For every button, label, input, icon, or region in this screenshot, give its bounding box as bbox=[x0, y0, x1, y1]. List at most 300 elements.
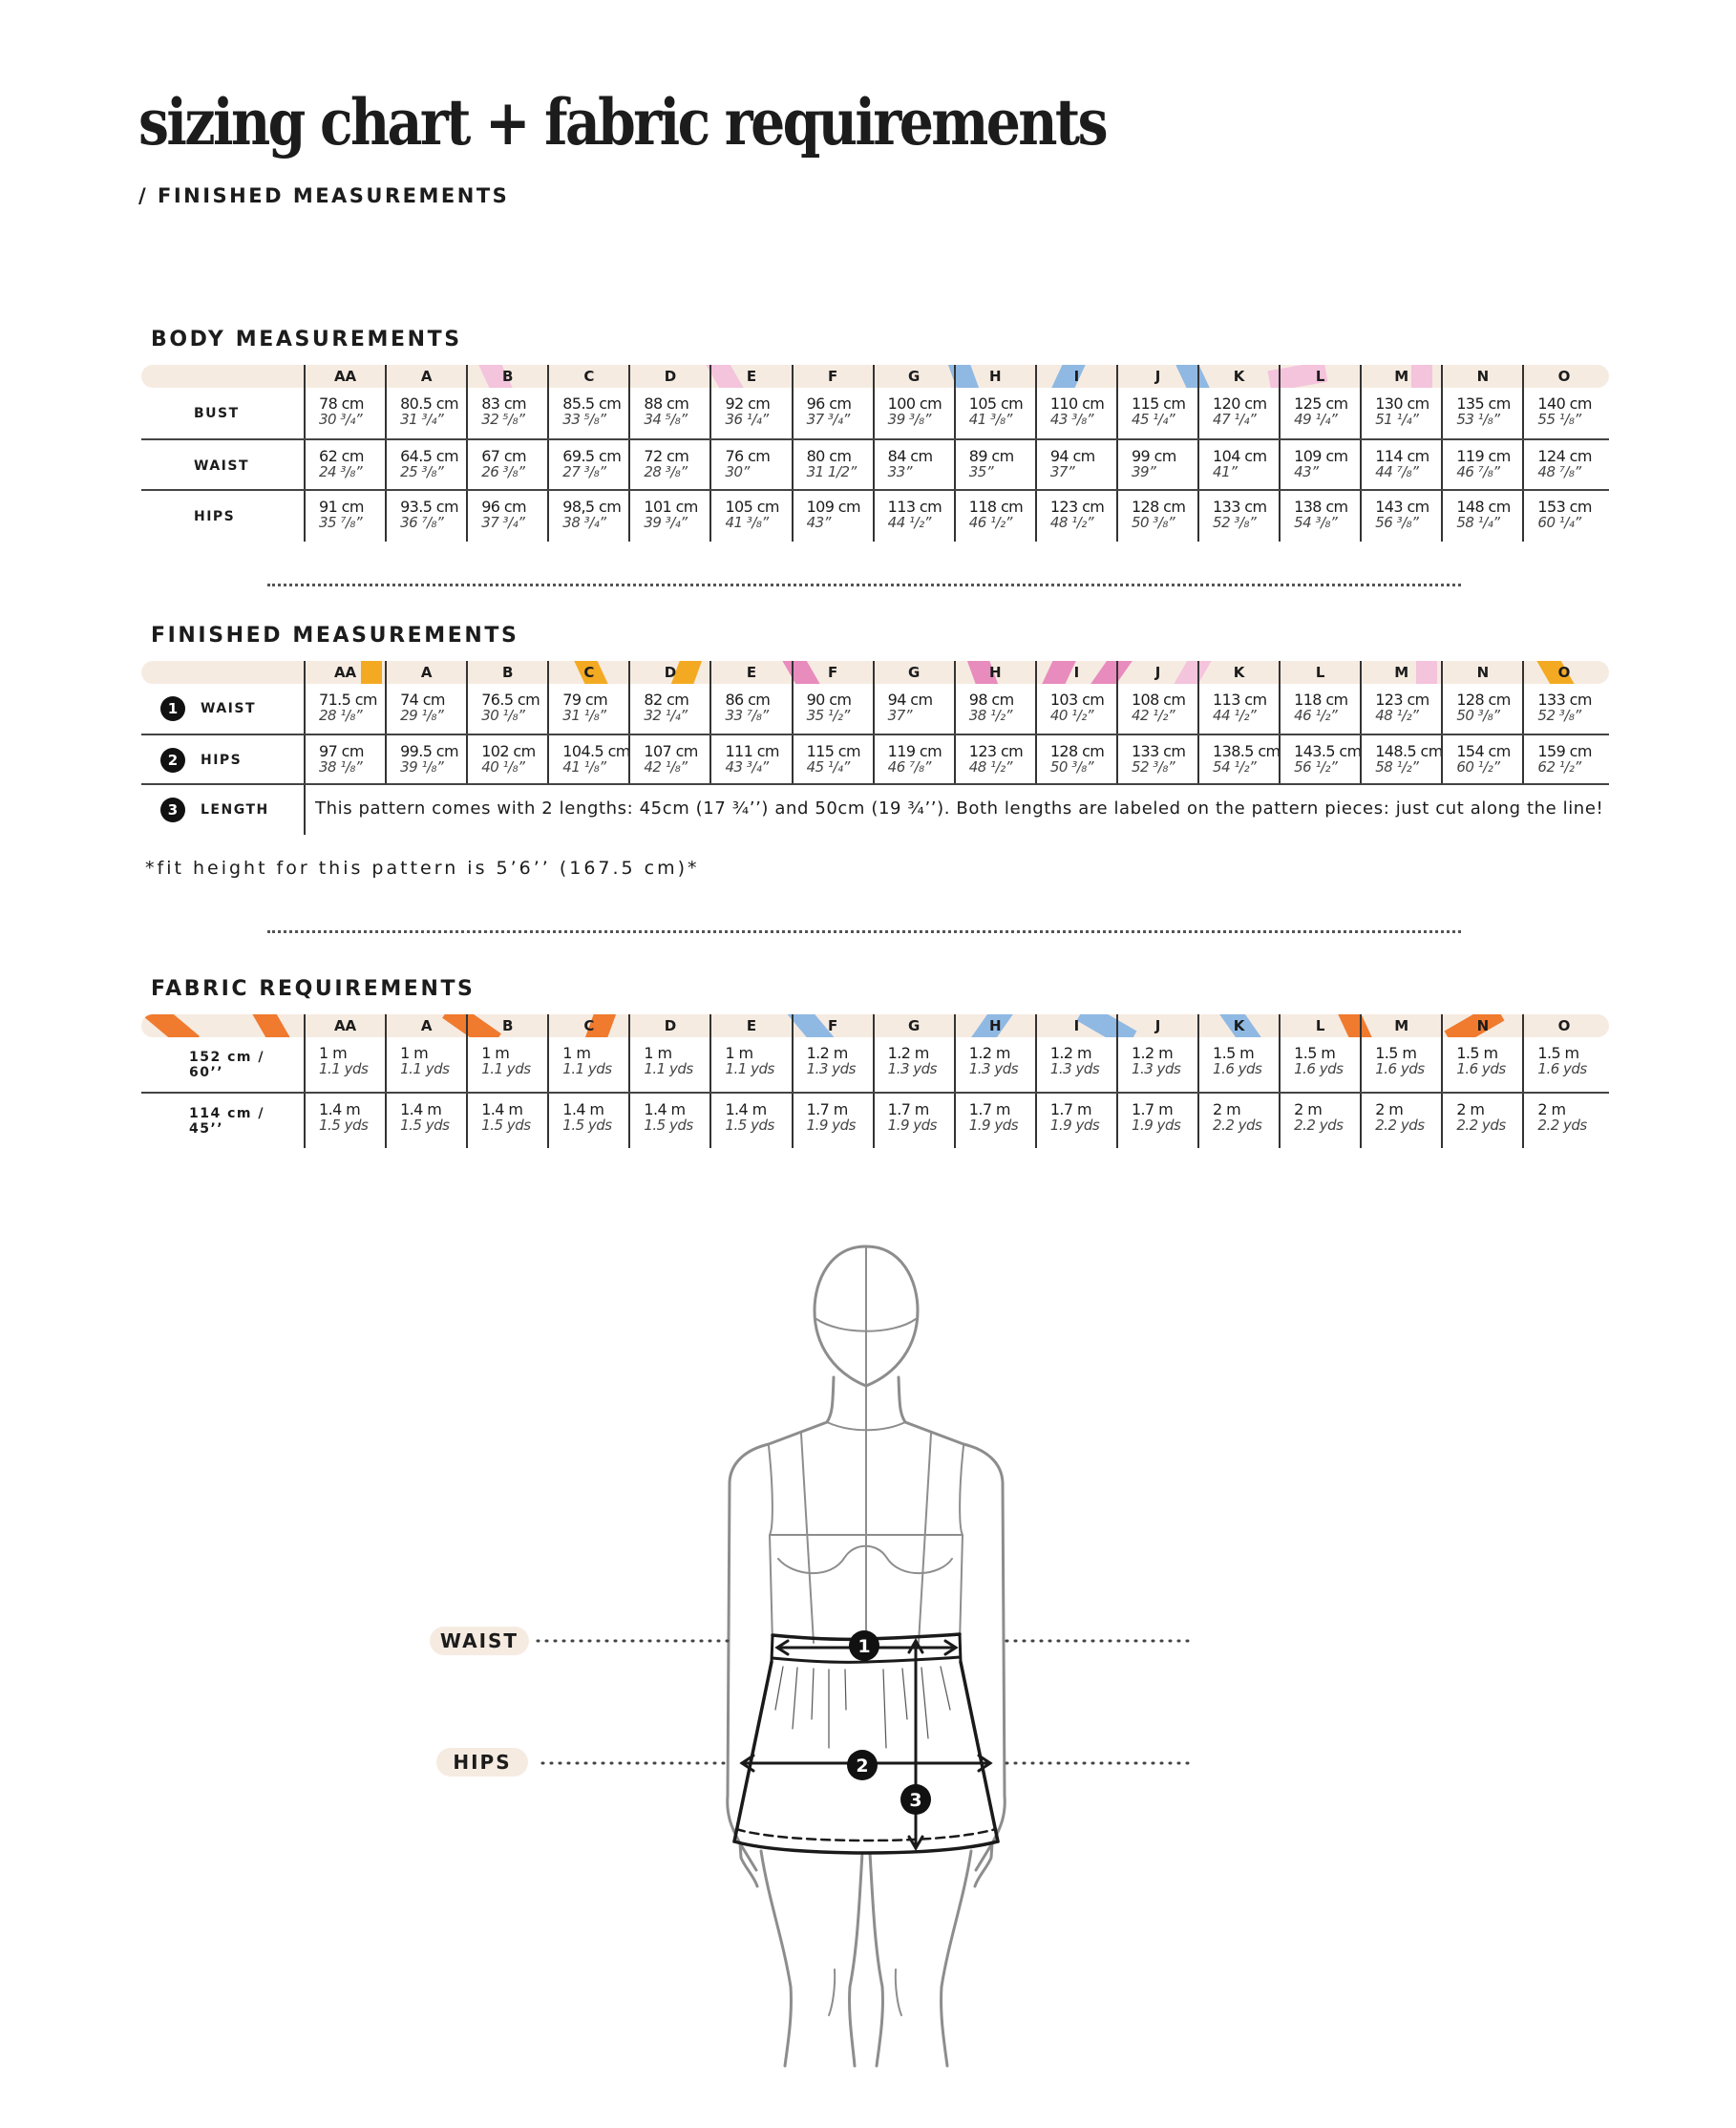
imperial-value: 37 ³/₄” bbox=[806, 411, 850, 428]
metric-value: 1.7 m bbox=[1131, 1100, 1174, 1118]
imperial-value: 46 ⁷/₈” bbox=[887, 758, 931, 776]
size-header-b: B bbox=[466, 1014, 547, 1037]
metric-value: 125 cm bbox=[1294, 394, 1348, 413]
size-header-c: C bbox=[547, 661, 628, 684]
metric-value: 1 m bbox=[562, 1044, 591, 1062]
imperial-value: 30 ¹/₈” bbox=[481, 707, 525, 724]
imperial-value: 38 ³/₄” bbox=[562, 514, 606, 531]
number-badge: 1 bbox=[160, 696, 185, 721]
metric-value: 94 cm bbox=[887, 691, 933, 709]
imperial-value: 1.1 yds bbox=[481, 1060, 531, 1077]
imperial-value: 1.9 yds bbox=[968, 1117, 1019, 1134]
imperial-value: 41” bbox=[1213, 463, 1238, 480]
metric-value: 1.2 m bbox=[1049, 1044, 1091, 1062]
size-header-e: E bbox=[709, 365, 791, 388]
metric-value: 1.5 m bbox=[1213, 1044, 1255, 1062]
imperial-value: 54 ³/₈” bbox=[1294, 514, 1338, 531]
imperial-value: 39 ³/₄” bbox=[644, 514, 688, 531]
size-header-a: A bbox=[385, 1014, 466, 1037]
metric-value: 92 cm bbox=[725, 394, 771, 413]
size-header-row bbox=[304, 1014, 1604, 1037]
metric-value: 133 cm bbox=[1213, 498, 1267, 516]
imperial-value: 58 ¹/₂” bbox=[1375, 758, 1419, 776]
metric-value: 138 cm bbox=[1294, 498, 1348, 516]
metric-value: 102 cm bbox=[481, 742, 536, 760]
metric-value: 1.5 m bbox=[1537, 1044, 1579, 1062]
metric-value: 1 m bbox=[319, 1044, 348, 1062]
metric-value: 71.5 cm bbox=[319, 691, 377, 709]
metric-value: 1.7 m bbox=[806, 1100, 848, 1118]
row-label-text: WAIST bbox=[201, 701, 256, 716]
skirt-drawing bbox=[734, 1634, 998, 1853]
imperial-value: 2.2 yds bbox=[1456, 1117, 1506, 1134]
size-header-h: H bbox=[954, 1014, 1035, 1037]
imperial-value: 33 ⁷/₈” bbox=[725, 707, 769, 724]
row-label-text: HIPS bbox=[201, 753, 243, 768]
size-header-k: K bbox=[1197, 365, 1279, 388]
imperial-value: 56 ³/₈” bbox=[1375, 514, 1419, 531]
metric-value: 119 cm bbox=[1456, 447, 1511, 465]
metric-value: 109 cm bbox=[1294, 447, 1348, 465]
imperial-value: 1.3 yds bbox=[887, 1060, 937, 1077]
imperial-value: 28 ³/₈” bbox=[644, 463, 688, 480]
size-header-o: O bbox=[1522, 365, 1603, 388]
metric-value: 1.4 m bbox=[319, 1100, 361, 1118]
metric-value: 90 cm bbox=[806, 691, 852, 709]
metric-value: 84 cm bbox=[887, 447, 933, 465]
imperial-value: 30” bbox=[725, 463, 750, 480]
size-header-n: N bbox=[1441, 365, 1522, 388]
imperial-value: 1.5 yds bbox=[644, 1117, 693, 1134]
metric-value: 78 cm bbox=[319, 394, 364, 413]
metric-value: 94 cm bbox=[1049, 447, 1095, 465]
metric-value: 80 cm bbox=[806, 447, 852, 465]
metric-value: 105 cm bbox=[968, 394, 1024, 413]
imperial-value: 30 ³/₄” bbox=[319, 411, 363, 428]
metric-value: 1 m bbox=[725, 1044, 753, 1062]
imperial-value: 1.9 yds bbox=[1049, 1117, 1100, 1134]
metric-value: 154 cm bbox=[1456, 742, 1511, 760]
imperial-value: 43 ³/₈” bbox=[1049, 411, 1094, 428]
imperial-value: 1.1 yds bbox=[562, 1060, 612, 1077]
metric-value: 109 cm bbox=[806, 498, 860, 516]
imperial-value: 51 ¹/₄” bbox=[1375, 411, 1419, 428]
imperial-value: 41 ³/₈” bbox=[725, 514, 769, 531]
imperial-value: 55 ¹/₈” bbox=[1537, 411, 1581, 428]
marker-2 bbox=[847, 1750, 878, 1780]
size-header-l: L bbox=[1279, 661, 1360, 684]
size-header-d: D bbox=[628, 1014, 709, 1037]
metric-value: 148.5 cm bbox=[1375, 742, 1443, 760]
imperial-value: 35” bbox=[968, 463, 994, 480]
size-header-g: G bbox=[873, 661, 954, 684]
metric-value: 97 cm bbox=[319, 742, 364, 760]
size-header-c: C bbox=[547, 1014, 628, 1037]
finished-measurements-heading: FINISHED MEASUREMENTS bbox=[151, 624, 519, 648]
metric-value: 72 cm bbox=[644, 447, 689, 465]
size-header-j: J bbox=[1116, 365, 1197, 388]
metric-value: 93.5 cm bbox=[400, 498, 458, 516]
metric-value: 138.5 cm bbox=[1213, 742, 1281, 760]
metric-value: 104 cm bbox=[1213, 447, 1267, 465]
imperial-value: 1.5 yds bbox=[400, 1117, 450, 1134]
imperial-value: 1.6 yds bbox=[1375, 1060, 1425, 1077]
metric-value: 120 cm bbox=[1213, 394, 1267, 413]
metric-value: 124 cm bbox=[1537, 447, 1592, 465]
size-header-b: B bbox=[466, 365, 547, 388]
metric-value: 140 cm bbox=[1537, 394, 1592, 413]
size-header-k: K bbox=[1197, 661, 1279, 684]
metric-value: 2 m bbox=[1537, 1100, 1566, 1118]
size-header-row bbox=[304, 365, 1604, 388]
page-title: sizing chart + fabric requirements bbox=[138, 85, 1106, 160]
imperial-value: 48 ⁷/₈” bbox=[1537, 463, 1581, 480]
imperial-value: 36 ¹/₄” bbox=[725, 411, 769, 428]
imperial-value: 45 ¹/₄” bbox=[806, 758, 850, 776]
metric-value: 2 m bbox=[1213, 1100, 1241, 1118]
imperial-value: 1.9 yds bbox=[1131, 1117, 1181, 1134]
imperial-value: 44 ⁷/₈” bbox=[1375, 463, 1419, 480]
imperial-value: 39” bbox=[1131, 463, 1156, 480]
imperial-value: 47 ¹/₄” bbox=[1213, 411, 1257, 428]
metric-value: 83 cm bbox=[481, 394, 527, 413]
row-label-text: HIPS bbox=[194, 508, 236, 524]
imperial-value: 1.1 yds bbox=[319, 1060, 369, 1077]
imperial-value: 41 ³/₈” bbox=[968, 411, 1012, 428]
imperial-value: 48 ¹/₂” bbox=[1375, 707, 1419, 724]
imperial-value: 62 ¹/₂” bbox=[1537, 758, 1581, 776]
size-header-o: O bbox=[1522, 661, 1603, 684]
imperial-value: 1.3 yds bbox=[1049, 1060, 1100, 1077]
imperial-value: 54 ¹/₂” bbox=[1213, 758, 1257, 776]
imperial-value: 37 ³/₄” bbox=[481, 514, 525, 531]
number-badge: 3 bbox=[160, 798, 185, 822]
size-header-c: C bbox=[547, 365, 628, 388]
imperial-value: 1.5 yds bbox=[562, 1117, 612, 1134]
metric-value: 101 cm bbox=[644, 498, 698, 516]
metric-value: 99.5 cm bbox=[400, 742, 458, 760]
metric-value: 133 cm bbox=[1537, 691, 1592, 709]
metric-value: 118 cm bbox=[1294, 691, 1348, 709]
fit-height-note: *fit height for this pattern is 5’6’’ (167.5 cm)* bbox=[145, 858, 700, 879]
imperial-value: 37” bbox=[1049, 463, 1075, 480]
metric-value: 123 cm bbox=[968, 742, 1024, 760]
imperial-value: 56 ¹/₂” bbox=[1294, 758, 1338, 776]
row-label-text: BUST bbox=[194, 405, 240, 421]
metric-value: 74 cm bbox=[400, 691, 445, 709]
metric-value: 91 cm bbox=[319, 498, 364, 516]
imperial-value: 33” bbox=[887, 463, 913, 480]
marker-1 bbox=[849, 1630, 879, 1661]
size-header-n: N bbox=[1441, 1014, 1522, 1037]
metric-value: 1.4 m bbox=[725, 1100, 767, 1118]
imperial-value: 1.1 yds bbox=[725, 1060, 774, 1077]
imperial-value: 50 ³/₈” bbox=[1131, 514, 1175, 531]
imperial-value: 2.2 yds bbox=[1375, 1117, 1425, 1134]
imperial-value: 1.3 yds bbox=[1131, 1060, 1181, 1077]
metric-value: 143 cm bbox=[1375, 498, 1429, 516]
imperial-value: 42 ¹/₈” bbox=[644, 758, 688, 776]
metric-value: 82 cm bbox=[644, 691, 689, 709]
imperial-value: 34 ⁵/₈” bbox=[644, 411, 688, 428]
size-header-n: N bbox=[1441, 661, 1522, 684]
imperial-value: 53 ¹/₈” bbox=[1456, 411, 1500, 428]
imperial-value: 35 ¹/₂” bbox=[806, 707, 850, 724]
metric-value: 128 cm bbox=[1131, 498, 1186, 516]
imperial-value: 44 ¹/₂” bbox=[887, 514, 931, 531]
metric-value: 1 m bbox=[481, 1044, 510, 1062]
metric-value: 1.4 m bbox=[400, 1100, 442, 1118]
metric-value: 98 cm bbox=[968, 691, 1014, 709]
metric-value: 2 m bbox=[1456, 1100, 1485, 1118]
imperial-value: 1.6 yds bbox=[1537, 1060, 1587, 1077]
imperial-value: 52 ³/₈” bbox=[1131, 758, 1175, 776]
imperial-value: 58 ¹/₄” bbox=[1456, 514, 1500, 531]
metric-value: 153 cm bbox=[1537, 498, 1592, 516]
imperial-value: 36 ⁷/₈” bbox=[400, 514, 444, 531]
imperial-value: 46 ⁷/₈” bbox=[1456, 463, 1500, 480]
size-header-k: K bbox=[1197, 1014, 1279, 1037]
metric-value: 119 cm bbox=[887, 742, 942, 760]
metric-value: 105 cm bbox=[725, 498, 779, 516]
metric-value: 108 cm bbox=[1131, 691, 1186, 709]
imperial-value: 52 ³/₈” bbox=[1213, 514, 1257, 531]
size-header-m: M bbox=[1360, 1014, 1441, 1037]
imperial-value: 35 ⁷/₈” bbox=[319, 514, 363, 531]
metric-value: 2 m bbox=[1375, 1100, 1404, 1118]
size-header-f: F bbox=[792, 1014, 873, 1037]
imperial-value: 1.5 yds bbox=[725, 1117, 774, 1134]
body-measurements-heading: BODY MEASUREMENTS bbox=[151, 328, 462, 351]
size-header-e: E bbox=[709, 1014, 791, 1037]
row-label-text: 114 cm / 45’’ bbox=[189, 1105, 265, 1137]
metric-value: 115 cm bbox=[806, 742, 860, 760]
imperial-value: 45 ¹/₄” bbox=[1131, 411, 1175, 428]
imperial-value: 43” bbox=[1294, 463, 1319, 480]
metric-value: 143.5 cm bbox=[1294, 742, 1362, 760]
imperial-value: 2.2 yds bbox=[1213, 1117, 1262, 1134]
marker-2-label: 2 bbox=[856, 1756, 869, 1777]
metric-value: 1.5 m bbox=[1375, 1044, 1417, 1062]
imperial-value: 28 ¹/₈” bbox=[319, 707, 363, 724]
metric-value: 130 cm bbox=[1375, 394, 1429, 413]
fabric-requirements-heading: FABRIC REQUIREMENTS bbox=[151, 977, 476, 1001]
imperial-value: 2.2 yds bbox=[1294, 1117, 1344, 1134]
imperial-value: 1.3 yds bbox=[968, 1060, 1019, 1077]
marker-3-label: 3 bbox=[909, 1790, 922, 1811]
metric-value: 88 cm bbox=[644, 394, 689, 413]
size-header-l: L bbox=[1279, 365, 1360, 388]
imperial-value: 40 ¹/₂” bbox=[1049, 707, 1094, 724]
metric-value: 111 cm bbox=[725, 742, 779, 760]
imperial-value: 31 ¹/₈” bbox=[562, 707, 606, 724]
metric-value: 1.4 m bbox=[481, 1100, 523, 1118]
metric-value: 128 cm bbox=[1049, 742, 1105, 760]
metric-value: 85.5 cm bbox=[562, 394, 622, 413]
metric-value: 96 cm bbox=[481, 498, 527, 516]
metric-value: 2 m bbox=[1294, 1100, 1323, 1118]
metric-value: 123 cm bbox=[1049, 498, 1105, 516]
imperial-value: 42 ¹/₂” bbox=[1131, 707, 1175, 724]
metric-value: 123 cm bbox=[1375, 691, 1429, 709]
metric-value: 86 cm bbox=[725, 691, 771, 709]
imperial-value: 31 1/2” bbox=[806, 463, 857, 480]
metric-value: 1 m bbox=[644, 1044, 672, 1062]
metric-value: 118 cm bbox=[968, 498, 1024, 516]
imperial-value: 41 ¹/₈” bbox=[562, 758, 606, 776]
imperial-value: 26 ³/₈” bbox=[481, 463, 525, 480]
imperial-value: 50 ³/₈” bbox=[1456, 707, 1500, 724]
marker-3 bbox=[900, 1784, 931, 1815]
imperial-value: 60 ¹/₂” bbox=[1456, 758, 1500, 776]
metric-value: 1.2 m bbox=[968, 1044, 1010, 1062]
size-header-j: J bbox=[1116, 1014, 1197, 1037]
size-header-aa: AA bbox=[304, 661, 385, 684]
metric-value: 104.5 cm bbox=[562, 742, 630, 760]
metric-value: 100 cm bbox=[887, 394, 942, 413]
hips-label: HIPS bbox=[436, 1748, 528, 1777]
imperial-value: 46 ¹/₂” bbox=[968, 514, 1012, 531]
metric-value: 1 m bbox=[400, 1044, 429, 1062]
metric-value: 135 cm bbox=[1456, 394, 1511, 413]
size-header-aa: AA bbox=[304, 1014, 385, 1037]
metric-value: 1.7 m bbox=[1049, 1100, 1091, 1118]
metric-value: 159 cm bbox=[1537, 742, 1592, 760]
imperial-value: 46 ¹/₂” bbox=[1294, 707, 1338, 724]
size-header-h: H bbox=[954, 661, 1035, 684]
imperial-value: 43 ³/₄” bbox=[725, 758, 769, 776]
imperial-value: 1.5 yds bbox=[319, 1117, 369, 1134]
row-label-text: LENGTH bbox=[201, 802, 269, 818]
page-subtitle: / FINISHED MEASUREMENTS bbox=[138, 184, 510, 207]
metric-value: 103 cm bbox=[1049, 691, 1105, 709]
size-header-e: E bbox=[709, 661, 791, 684]
metric-value: 1.5 m bbox=[1294, 1044, 1336, 1062]
imperial-value: 38 ¹/₂” bbox=[968, 707, 1012, 724]
imperial-value: 2.2 yds bbox=[1537, 1117, 1587, 1134]
size-header-b: B bbox=[466, 661, 547, 684]
metric-value: 96 cm bbox=[806, 394, 852, 413]
metric-value: 79 cm bbox=[562, 691, 608, 709]
metric-value: 1.7 m bbox=[968, 1100, 1010, 1118]
imperial-value: 1.5 yds bbox=[481, 1117, 531, 1134]
imperial-value: 48 ¹/₂” bbox=[1049, 514, 1094, 531]
imperial-value: 60 ¹/₄” bbox=[1537, 514, 1581, 531]
row-label-text: 152 cm / 60’’ bbox=[189, 1049, 265, 1080]
imperial-value: 44 ¹/₂” bbox=[1213, 707, 1257, 724]
size-header-i: I bbox=[1035, 661, 1116, 684]
measurement-arrows bbox=[742, 1641, 990, 1848]
imperial-value: 32 ⁵/₈” bbox=[481, 411, 525, 428]
imperial-value: 39 ³/₈” bbox=[887, 411, 931, 428]
metric-value: 99 cm bbox=[1131, 447, 1176, 465]
metric-value: 76 cm bbox=[725, 447, 771, 465]
metric-value: 113 cm bbox=[887, 498, 942, 516]
imperial-value: 25 ³/₈” bbox=[400, 463, 444, 480]
metric-value: 98,5 cm bbox=[562, 498, 622, 516]
imperial-value: 29 ¹/₈” bbox=[400, 707, 444, 724]
imperial-value: 50 ³/₈” bbox=[1049, 758, 1094, 776]
imperial-value: 1.9 yds bbox=[806, 1117, 856, 1134]
metric-value: 1.4 m bbox=[562, 1100, 604, 1118]
metric-value: 69.5 cm bbox=[562, 447, 622, 465]
size-header-j: J bbox=[1116, 661, 1197, 684]
size-header-f: F bbox=[792, 661, 873, 684]
imperial-value: 1.3 yds bbox=[806, 1060, 856, 1077]
size-header-d: D bbox=[628, 365, 709, 388]
waist-label: WAIST bbox=[430, 1627, 529, 1655]
metric-value: 128 cm bbox=[1456, 691, 1511, 709]
imperial-value: 31 ³/₄” bbox=[400, 411, 444, 428]
size-header-a: A bbox=[385, 365, 466, 388]
imperial-value: 49 ¹/₄” bbox=[1294, 411, 1338, 428]
imperial-value: 52 ³/₈” bbox=[1537, 707, 1581, 724]
number-badge: 2 bbox=[160, 748, 185, 773]
metric-value: 148 cm bbox=[1456, 498, 1511, 516]
size-header-i: I bbox=[1035, 365, 1116, 388]
size-header-f: F bbox=[792, 365, 873, 388]
metric-value: 1.2 m bbox=[887, 1044, 929, 1062]
metric-value: 62 cm bbox=[319, 447, 364, 465]
metric-value: 1.7 m bbox=[887, 1100, 929, 1118]
metric-value: 115 cm bbox=[1131, 394, 1186, 413]
metric-value: 114 cm bbox=[1375, 447, 1429, 465]
row-label-text: WAIST bbox=[194, 458, 249, 474]
length-note: This pattern comes with 2 lengths: 45cm (17 ¾’’) and 50cm (19 ¾’’). Both lengths are labeled on the pattern pieces: just cut along the line! bbox=[304, 785, 1609, 835]
imperial-value: 37” bbox=[887, 707, 913, 724]
marker-1-label: 1 bbox=[857, 1636, 871, 1657]
imperial-value: 1.1 yds bbox=[400, 1060, 450, 1077]
size-header-o: O bbox=[1522, 1014, 1603, 1037]
imperial-value: 39 ¹/₈” bbox=[400, 758, 444, 776]
size-header-row bbox=[304, 661, 1604, 684]
imperial-value: 1.6 yds bbox=[1456, 1060, 1506, 1077]
size-header-aa: AA bbox=[304, 365, 385, 388]
metric-value: 1.5 m bbox=[1456, 1044, 1498, 1062]
metric-value: 76.5 cm bbox=[481, 691, 540, 709]
metric-value: 110 cm bbox=[1049, 394, 1105, 413]
imperial-value: 43” bbox=[806, 514, 831, 531]
imperial-value: 1.6 yds bbox=[1294, 1060, 1344, 1077]
size-header-g: G bbox=[873, 1014, 954, 1037]
imperial-value: 24 ³/₈” bbox=[319, 463, 363, 480]
metric-value: 80.5 cm bbox=[400, 394, 458, 413]
metric-value: 113 cm bbox=[1213, 691, 1267, 709]
imperial-value: 32 ¹/₄” bbox=[644, 707, 688, 724]
imperial-value: 1.1 yds bbox=[644, 1060, 693, 1077]
metric-value: 67 cm bbox=[481, 447, 527, 465]
imperial-value: 38 ¹/₈” bbox=[319, 758, 363, 776]
size-header-i: I bbox=[1035, 1014, 1116, 1037]
metric-value: 1.2 m bbox=[1131, 1044, 1174, 1062]
metric-value: 64.5 cm bbox=[400, 447, 458, 465]
imperial-value: 33 ⁵/₈” bbox=[562, 411, 606, 428]
metric-value: 133 cm bbox=[1131, 742, 1186, 760]
metric-value: 1.2 m bbox=[806, 1044, 848, 1062]
imperial-value: 40 ¹/₈” bbox=[481, 758, 525, 776]
size-header-h: H bbox=[954, 365, 1035, 388]
imperial-value: 48 ¹/₂” bbox=[968, 758, 1012, 776]
metric-value: 107 cm bbox=[644, 742, 698, 760]
imperial-value: 1.9 yds bbox=[887, 1117, 937, 1134]
size-header-l: L bbox=[1279, 1014, 1360, 1037]
size-header-m: M bbox=[1360, 661, 1441, 684]
size-header-g: G bbox=[873, 365, 954, 388]
size-header-a: A bbox=[385, 661, 466, 684]
imperial-value: 1.6 yds bbox=[1213, 1060, 1262, 1077]
imperial-value: 27 ³/₈” bbox=[562, 463, 606, 480]
size-header-m: M bbox=[1360, 365, 1441, 388]
